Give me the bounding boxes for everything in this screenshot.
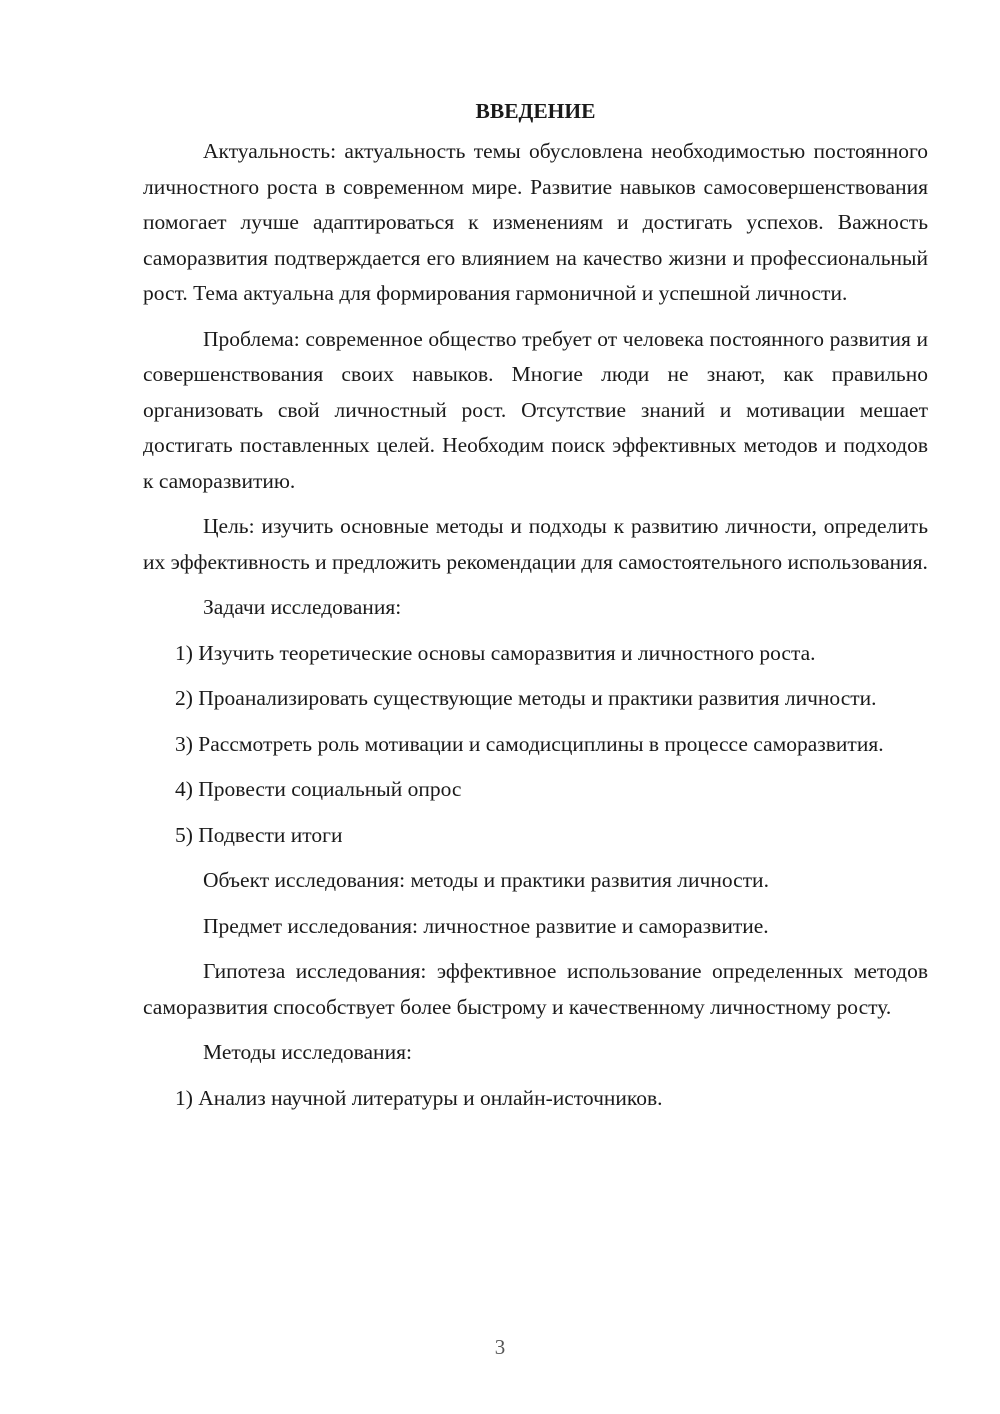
task-item-3: 3) Рассмотреть роль мотивации и самодисциплины в процессе саморазвития.: [175, 731, 884, 756]
page-number: 3: [494, 1335, 506, 1359]
subject-paragraph: Предмет исследования: личностное развитие и саморазвитие.: [203, 913, 769, 938]
task-item-1: 1) Изучить теоретические основы саморазвития и личностного роста.: [175, 640, 816, 665]
object-paragraph: Объект исследования: методы и практики развития личности.: [203, 868, 769, 892]
page-title: ВВЕДЕНИЕ: [475, 99, 596, 123]
task-item-4: 4) Провести социальный опрос: [175, 777, 462, 801]
task-item-5: 5) Подвести итоги: [175, 822, 343, 847]
tasks-heading: Задачи исследования:: [203, 595, 402, 619]
task-item-2: 2) Проанализировать существующие методы и практики развития личности.: [175, 686, 877, 710]
methods-heading: Методы исследования:: [203, 1040, 412, 1064]
relevance-paragraph: Актуальность: актуальность темы обусловлена необходимостью постоянного личностного роста в современном мире. Развитие навыков самосовершенствования помогает лучше адаптироваться к изменениям и достигать успехов. Важность саморазвития подтверждается его влиянием на качество жизни и профессиональный рост. Тема актуальна для формирования гармоничной и успешной личности.: [143, 139, 928, 305]
goal-paragraph: Цель: изучить основные методы и подходы к развитию личности, определить их эффективность и предложить рекомендации для самостоятельного использования.: [143, 514, 928, 574]
method-item-1: 1) Анализ научной литературы и онлайн-источников.: [175, 1085, 663, 1110]
problem-paragraph: Проблема: современное общество требует от человека постоянного развития и совершенствования своих навыков. Многие люди не знают, как правильно организовать свой личностный рост. Отсутствие знаний и мотивации мешает достигать поставленных целей. Необходим поиск эффективных методов и подходов к саморазвитию.: [143, 326, 928, 493]
hypothesis-paragraph: Гипотеза исследования: эффективное использование определенных методов саморазвития способствует более быстрому и качественному личностному росту.: [143, 959, 928, 1019]
document-page: [143, 96, 928, 1126]
